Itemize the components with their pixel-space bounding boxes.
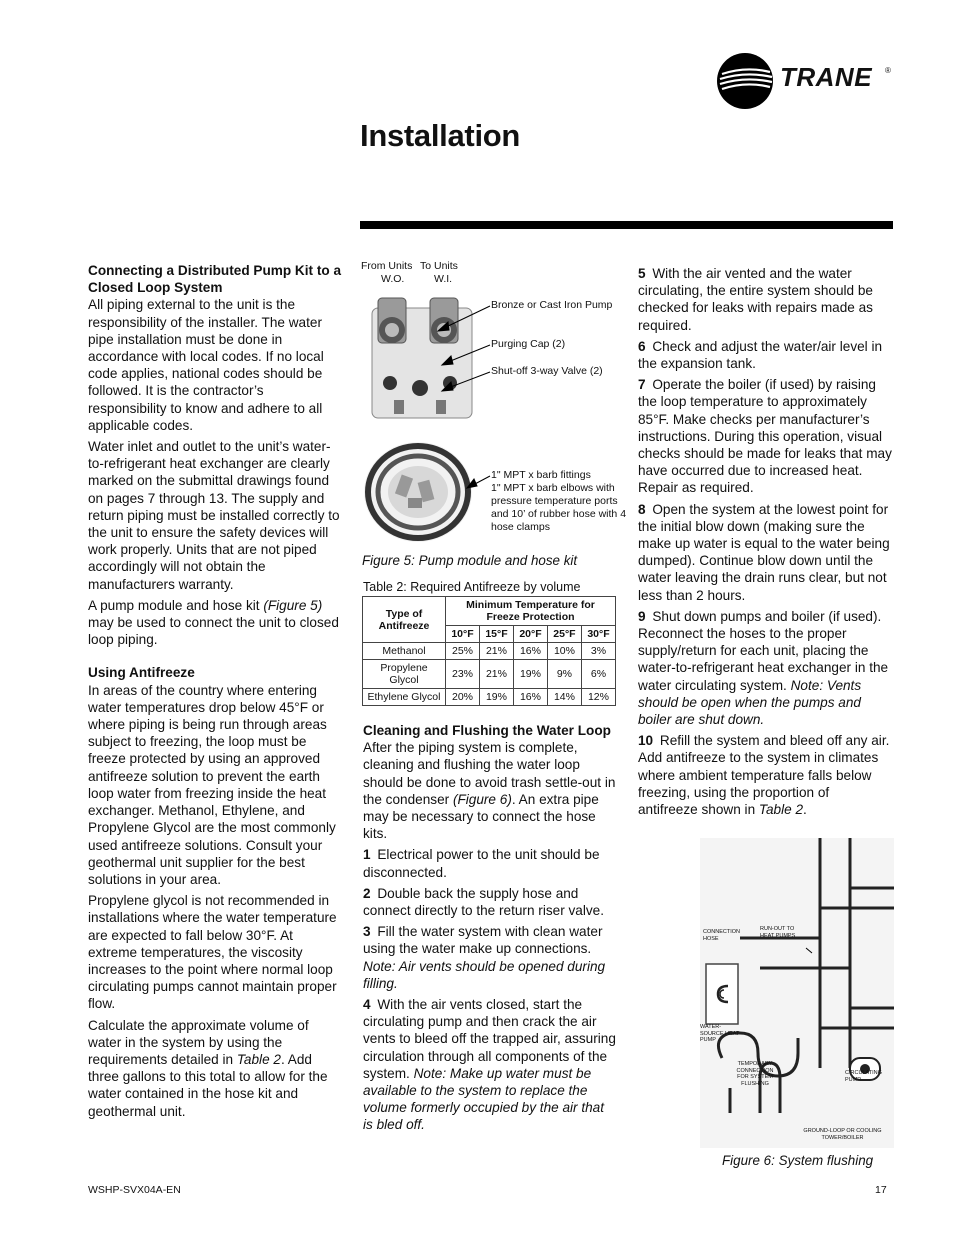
table2-caption: Table 2: Required Antifreeze by volume: [363, 580, 581, 594]
cell: 16%: [513, 643, 547, 660]
step-4: 4 With the air vents closed, start the circulating pump and then crack the air vents to bleed off the trapped air, assuring circulation through all components of the system. Note: Make up water must be available to the system to replace the volume formerly occupied by the air that is bled off.: [363, 997, 616, 1133]
table-row: [363, 660, 616, 689]
temp-header: 30°F: [581, 626, 615, 643]
antifreeze-table: [362, 596, 616, 706]
system-flushing-diagram: [700, 838, 894, 1148]
step-2: 2 Double back the supply hose and connect directly to the return riser valve.: [363, 885, 605, 919]
cell: 3%: [581, 643, 615, 660]
table-row: [363, 643, 616, 660]
fig5-from-units: From Units: [361, 260, 413, 272]
table-row: [363, 689, 616, 706]
temp-header: 10°F: [446, 626, 480, 643]
step-9: 9 Shut down pumps and boiler (if used). Reconnect the hoses to the proper supply/return for each unit, placing the water-to-refrigerant heat exchanger in the water circulating system. Note: Vents should be open when the pumps and boiler are shut down.: [638, 608, 889, 728]
step-3: 3 Fill the water system with clean water using the water make up connections. Note: Air vents should be opened during filling.: [363, 924, 606, 991]
step-8: 8 Open the system at the lowest point for the initial blow down (making sure the make up water is equal to the water being dumped). Continue blow down until the water leaving the drain runs clear, but not less than 2 hours.: [638, 501, 890, 603]
doc-id: WSHP-SVX04A-EN: [88, 1184, 181, 1196]
fig5-label-hose: 1" MPT x barb fittings 1" MPT x barb elbows with pressure temperature ports and 10’ of rubber hose with 4 hose clamps: [491, 469, 627, 533]
para-propylene-glycol: Propylene glycol is not recommended in installations where the water temperature are expected to fall below 30°F. At extreme temperatures, the viscosity increases to the point where normal loop circulating pumps cannot maintain proper flow.: [88, 893, 337, 1012]
cell: 25%: [446, 643, 480, 660]
cell: 10%: [547, 643, 581, 660]
page-number: 17: [875, 1184, 887, 1196]
cell: 19%: [513, 660, 547, 689]
step-7: 7 Operate the boiler (if used) by raising the loop temperature to approximately 85°F. Make checks per manufacturer’s instructions. During this operation, visual checks should be made for leaks that may have occurred due to increased heat. Repair as required.: [638, 377, 892, 496]
row-name: Ethylene Glycol: [363, 689, 446, 706]
fig5-to-units: To Units: [420, 260, 458, 272]
antifreeze-table-wrap: [362, 596, 616, 706]
col-header-type: Type of Antifreeze: [363, 597, 446, 643]
para-calculate-volume: Calculate the approximate volume of water in the system by using the requirements detailed in Table 2. Add three gallons to this total to allow for the water contained in the hose kit and geothermal unit.: [88, 1017, 328, 1119]
fig5-label-cap: Purging Cap (2): [491, 338, 566, 350]
fig5-pointer-arrows: [418, 300, 494, 505]
temp-header: 25°F: [547, 626, 581, 643]
para-after-piping: After the piping system is complete, cleaning and flushing the water loop should be done to avoid trash settle-out in the condenser (Figure 6). An extra pipe may be necessary to connect the hose kits.: [363, 740, 616, 842]
fig5-label-pump: Bronze or Cast Iron Pump: [491, 299, 613, 311]
fig5-wi: W.I.: [434, 273, 453, 285]
page-title: Installation: [360, 118, 521, 153]
fig5-wo: W.O.: [381, 273, 405, 285]
registered-mark: ®: [885, 66, 891, 75]
step-5: 5 With the air vented and the water circulating, the entire system should be checked for leaks with repairs made as required.: [638, 266, 873, 333]
step-10: 10 Refill the system and bleed off any air. Add antifreeze to the system in climates where ambient temperature falls below freezing, using the proportion of antifreeze shown in Table 2.: [638, 733, 890, 818]
cell: 12%: [581, 689, 615, 706]
fig6-wshp: WATER-SOURCE HEAT PUMP: [700, 1024, 740, 1043]
fig6-connection-hose: CONNECTION HOSE: [703, 929, 740, 942]
cell: 6%: [581, 660, 615, 689]
fig6-ground-loop: GROUND-LOOP OR COOLING TOWER/BOILER: [803, 1128, 882, 1141]
column-3: [638, 265, 892, 822]
para-antifreeze-areas: In areas of the country where entering water temperatures drop below 45°F or where piping is being run through areas subject to freezing, the loop must be freeze protected by using an approved antifreeze solution to prevent the earth loop water from freezing inside the heat exchanger. Methanol, Ethylene, and Propylene Glycol are the most commonly used antifreeze solutions. Consult your geothermal unit supplier for the best solutions in your area.: [88, 682, 336, 887]
para-pump-module: A pump module and hose kit (Figure 5) may be used to connect the unit to closed loop piping.: [88, 597, 339, 648]
cell: 9%: [547, 660, 581, 689]
cell: 23%: [446, 660, 480, 689]
temp-header: 15°F: [479, 626, 513, 643]
system-flushing-graphic: [700, 838, 894, 1148]
cell: 20%: [446, 689, 480, 706]
heading-pump-kit: Connecting a Distributed Pump Kit to a Closed Loop System: [88, 263, 341, 296]
row-name: Propylene Glycol: [363, 660, 446, 689]
step-6: 6 Check and adjust the water/air level in the expansion tank.: [638, 338, 883, 372]
title-rule: [360, 221, 893, 229]
row-name: Methanol: [363, 643, 446, 660]
para-water-inlet-outlet: Water inlet and outlet to the unit’s water-to-refrigerant heat exchanger are clearly marked on the submittal drawings found on pages 7 through 13. The supply and return piping must be installed correctly to the unit to ensure the safety devices will work properly. Units that are not piped accordingly will not obtain the manufacturers warranty.: [88, 439, 340, 592]
cell: 16%: [513, 689, 547, 706]
column-1: [88, 262, 341, 1124]
cell: 14%: [547, 689, 581, 706]
fig6-temp-conn: TEMPORARY CONNECTION FOR SYSTEM FLUSHING: [736, 1061, 774, 1087]
fig5-label-valve: Shut-off 3-way Valve (2): [491, 365, 603, 377]
step-1: 1 Electrical power to the unit should be disconnected.: [363, 847, 600, 880]
col-header-group: Minimum Temperature for Freeze Protection: [446, 597, 616, 626]
heading-antifreeze: Using Antifreeze: [88, 665, 195, 681]
para-piping-responsibility: All piping external to the unit is the responsibility of the installer. The water pipe installation must be done in accordance with local codes. If no local code applies, national codes should be followed. It is the contractor’s responsibility to know and adhere to all applicable codes.: [88, 297, 324, 433]
temp-header: 20°F: [513, 626, 547, 643]
figure6-caption: Figure 6: System flushing: [722, 1153, 874, 1168]
cell: 19%: [479, 689, 513, 706]
brand-wordmark: TRANE: [780, 62, 873, 92]
column-2: [363, 722, 617, 1138]
heading-cleaning-flushing: Cleaning and Flushing the Water Loop: [363, 723, 611, 738]
figure5-caption: Figure 5: Pump module and hose kit: [362, 553, 578, 568]
fig6-circ-pump: CIRCULATING PUMP: [845, 1070, 882, 1083]
fig6-run-out: RUN-OUT TO HEAT PUMPS: [760, 926, 796, 939]
cell: 21%: [479, 643, 513, 660]
cell: 21%: [479, 660, 513, 689]
